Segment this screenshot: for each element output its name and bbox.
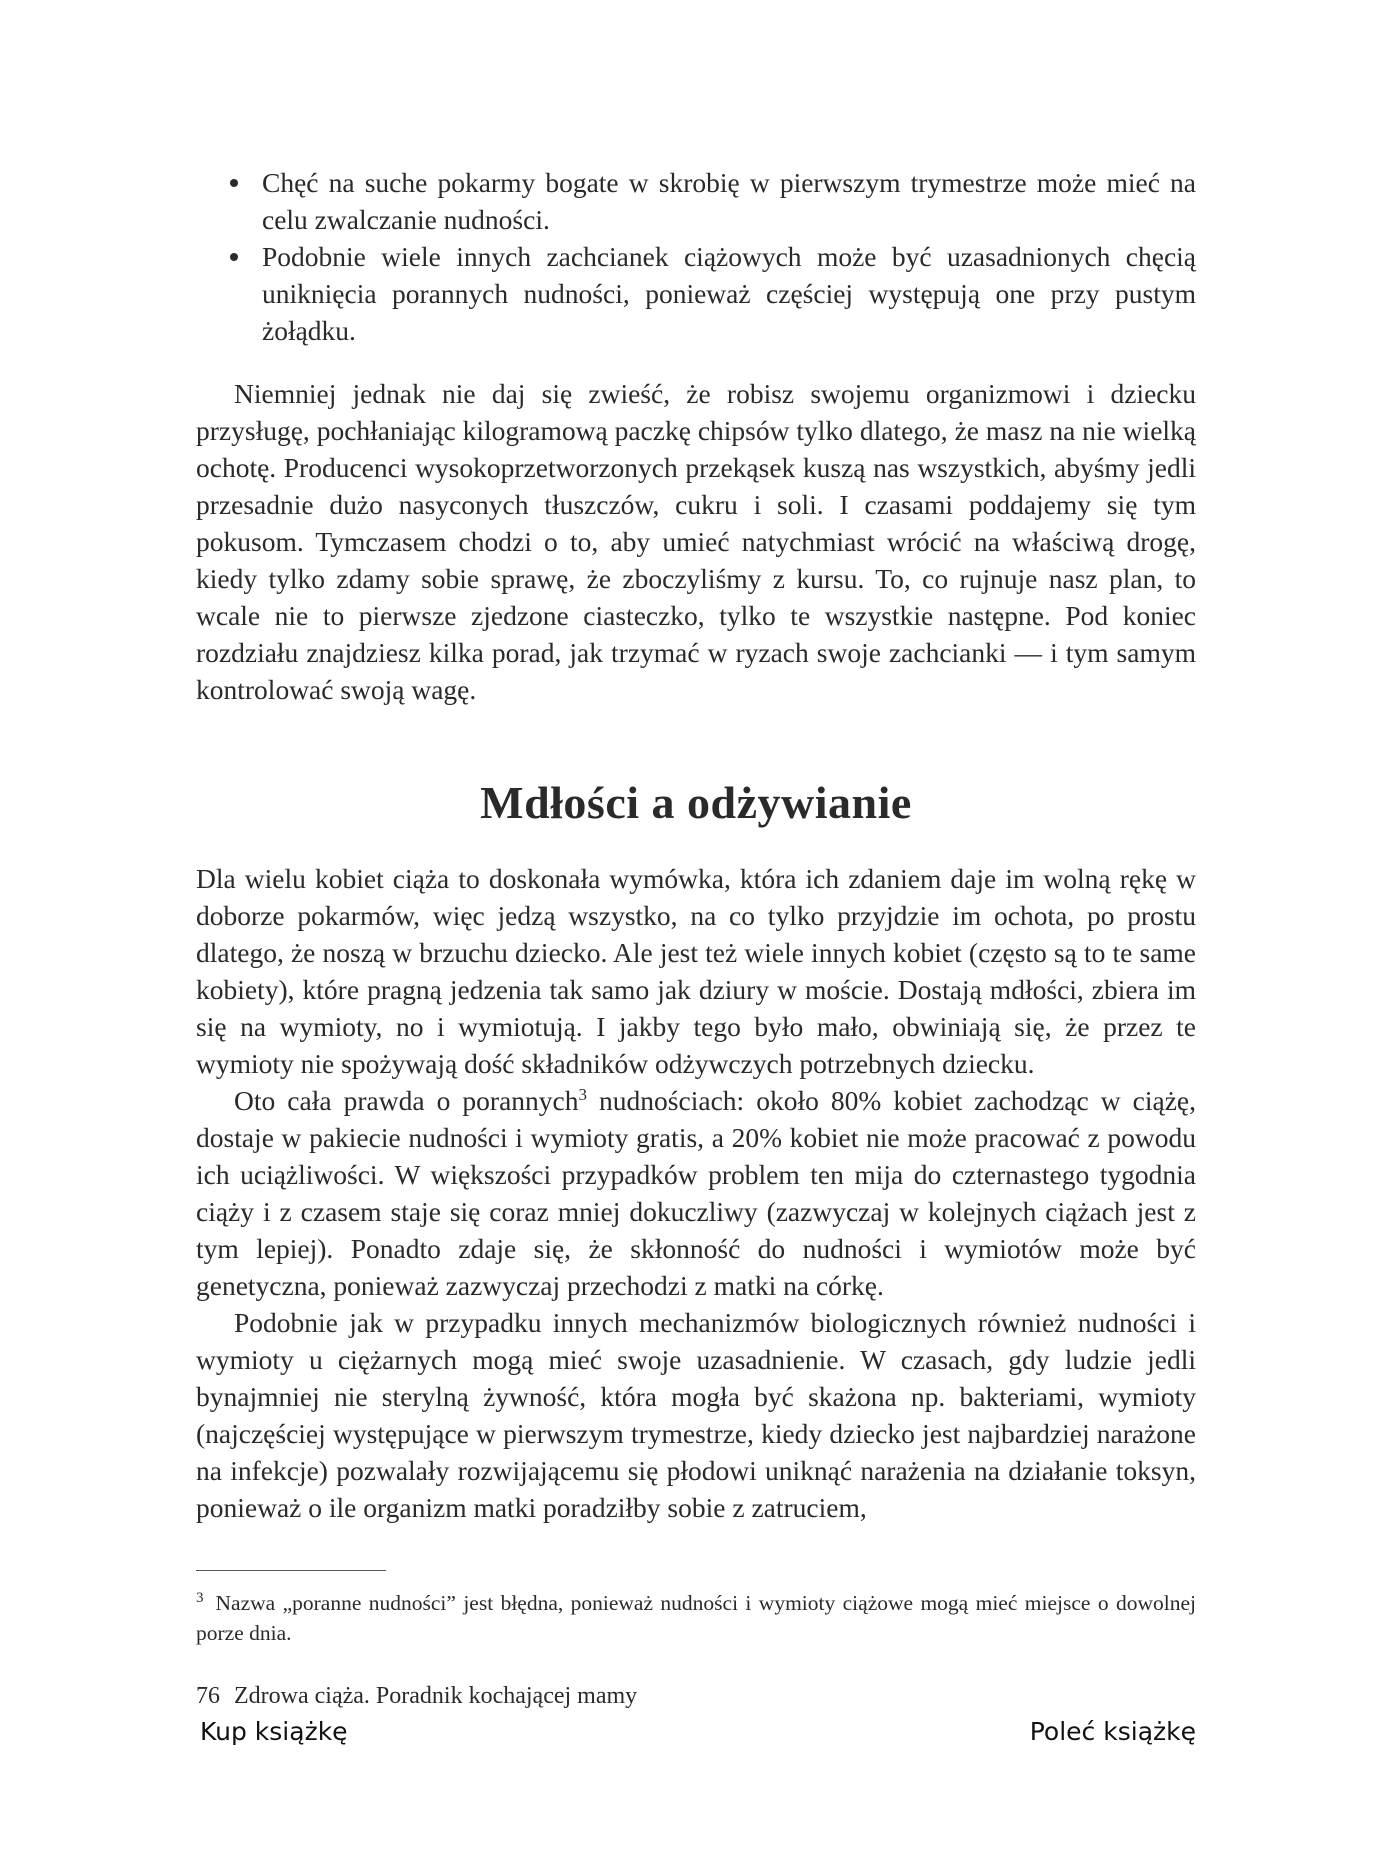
running-title: Zdrowa ciąża. Poradnik kochającej mamy [234,1683,638,1709]
footnote [196,1588,1196,1648]
bullet-item [196,164,1196,238]
bullet-text: Chęć na suche pokarmy bogate w skrobię w pierwszym trymestrze może mieć na celu zwalczanie nudności. [262,167,1196,235]
footnote-text: Nazwa „poranne nudności” jest błędna, ponieważ nudności i wymioty ciążowe mogą mieć miejsce o dowolnej porze dnia. [196,1591,1196,1645]
footnote-divider [196,1570,386,1571]
bullet-item [196,238,1196,349]
footnote-mark: 3 [196,1589,204,1606]
paragraph-2-text-start: Oto cała prawda o porannych [234,1085,579,1116]
section-paragraph-3: Podobnie jak w przypadku innych mechanizmów biologicznych również nudności i wymioty u ciężarnych mogą mieć swoje uzasadnienie. W czasach, gdy ludzie jedli bynajmniej nie sterylną żywność, która mogła być skażona np. bakteriami, wymioty (najczęściej występujące w pierwszym trymestrze, kiedy dziecko jest najbardziej narażone na infekcje) pozwalały rozwijającemu się płodowi uniknąć narażenia na działanie toksyn, ponieważ o ile organizm matki poradziłby sobie z zatruciem, [196,1307,1196,1523]
bullet-list [196,164,1196,349]
footnote-reference: 3 [578,1084,587,1104]
page-footer [196,1681,637,1711]
bullet-dot-icon [230,253,238,261]
bullet-dot-icon [230,179,238,187]
paragraph-2-text-end: nudnościach: około 80% kobiet zachodząc w ciążę, dostaje w pakiecie nudności i wymioty gratis, a 20% kobiet nie może pracować z powodu ich uciążliwości. W większości przypadków problem ten mija do czternastego tygodnia ciąży i z czasem staje się coraz mniej dokuczliwy (zazwyczaj w kolejnych ciążach jest z tym lepiej). Ponadto zdaje się, że skłonność do nudności i wymiotów może być genetyczna, ponieważ zazwyczaj przechodzi z matki na córkę. [196,1085,1196,1301]
section-paragraph-2 [196,1082,1196,1304]
buy-book-link[interactable]: Kup książkę [200,1717,348,1746]
bullet-text: Podobnie wiele innych zachcianek ciążowych może być uzasadnionych chęcią uniknięcia porannych nudności, ponieważ częściej występują one przy pustym żołądku. [262,241,1196,346]
page-number: 76 [196,1683,220,1709]
page-body [196,164,1196,1526]
section-heading: Mdłości a odżywianie [480,777,912,828]
intro-paragraph: Niemniej jednak nie daj się zwieść, że robisz swojemu organizmowi i dziecku przysługę, pochłaniając kilogramową paczkę chipsów tylko dlatego, że masz na nie wielką ochotę. Producenci wysokoprzetworzonych przekąsek kuszą nas wszystkich, abyśmy jedli przesadnie dużo nasyconych tłuszczów, cukru i soli. I czasami poddajemy się tym pokusom. Tymczasem chodzi o to, aby umieć natychmiast wrócić na właściwą drogę, kiedy tylko zdamy sobie sprawę, że zboczyliśmy z kursu. To, co rujnuje nasz plan, to wcale nie to pierwsze zjedzone ciasteczko, tylko te wszystkie następne. Pod koniec rozdziału znajdziesz kilka porad, jak trzymać w ryzach swoje zachcianki — i tym samym kontrolować swoją wagę. [196,378,1196,705]
recommend-book-link[interactable]: Poleć książkę [1029,1717,1196,1746]
section-paragraph-1: Dla wielu kobiet ciąża to doskonała wymówka, która ich zdaniem daje im wolną rękę w doborze pokarmów, więc jedzą wszystko, na co tylko przyjdzie im ochota, po prostu dlatego, że noszą w brzuchu dziecko. Ale jest też wiele innych kobiet (często są to te same kobiety), które pragną jedzenia tak samo jak dziury w moście. Dostają mdłości, zbiera im się na wymioty, no i wymiotują. I jakby tego było mało, obwiniają się, że przez te wymioty nie spożywają dość składników odżywczych potrzebnych dziecku. [196,863,1196,1079]
